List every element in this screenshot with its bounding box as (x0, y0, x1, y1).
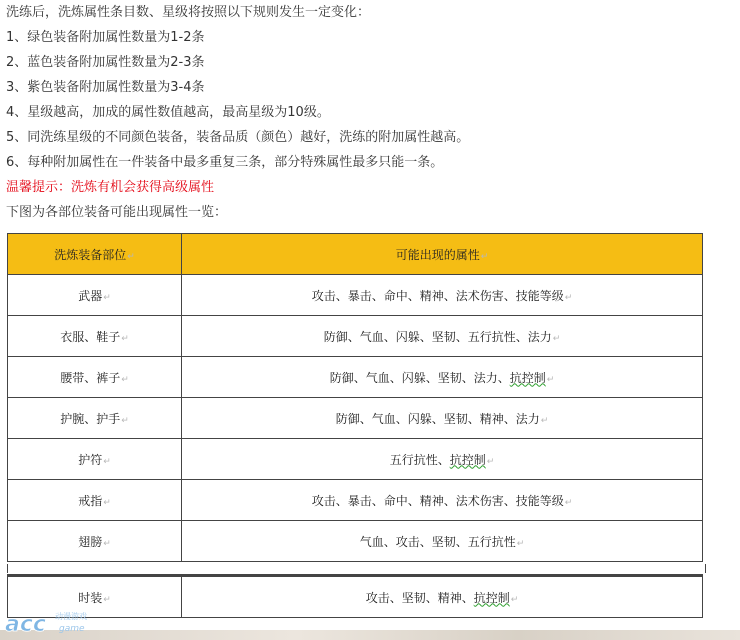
header-cell (182, 234, 703, 275)
warning-tip: 温馨提示：洗炼有机会获得高级属性 (6, 180, 215, 195)
rule-line-5: 5、同洗练星级的不同颜色装备，装备品质（颜色）越好，洗练的附加属性越高。 (6, 130, 470, 145)
table-row (8, 398, 703, 439)
paragraph-mark-icon: ↵ (103, 456, 111, 467)
attr-cell (182, 480, 703, 521)
attr-cell (182, 357, 703, 398)
attr-cell (182, 316, 703, 357)
paragraph-mark-icon: ↵ (546, 374, 555, 385)
table-intro: 下图为各部位装备可能出现属性一览： (6, 205, 228, 220)
attr-cell (182, 521, 703, 562)
part-cell (8, 398, 182, 439)
rule-line-4: 4、星级越高，加成的属性数值越高，最高星级为10级。 (6, 105, 330, 120)
paragraph-mark-icon: ↵ (103, 292, 111, 303)
part-label: 时装 (78, 590, 103, 605)
table-row (8, 357, 703, 398)
part-label: 护符 (78, 452, 103, 467)
watermark-logo (3, 607, 103, 637)
table-row (8, 480, 703, 521)
paragraph-mark-icon: ↵ (564, 497, 573, 508)
paragraph-mark-icon: ↵ (516, 538, 525, 549)
table-row (8, 439, 703, 480)
paragraph-mark-icon: ↵ (103, 594, 111, 605)
paragraph-mark-icon: ↵ (103, 538, 111, 549)
table-gap (7, 564, 706, 573)
paragraph-mark-icon: ↵ (510, 594, 519, 605)
attr-cell (182, 576, 703, 618)
part-cell (8, 439, 182, 480)
paragraph-mark-icon: ↵ (540, 415, 549, 426)
table-row (8, 275, 703, 316)
paragraph-mark-icon: ↵ (121, 415, 129, 426)
footer-strip (0, 630, 740, 640)
part-cell (8, 480, 182, 521)
attr-label: 防御、气血、闪躲、坚韧、法力、 (329, 370, 510, 385)
part-label: 衣服、鞋子 (60, 329, 121, 344)
header-cell (8, 234, 182, 275)
part-label: 护腕、护手 (60, 411, 121, 426)
part-label: 腰带、裤子 (60, 370, 121, 385)
part-cell (8, 357, 182, 398)
attr-cell (182, 439, 703, 480)
paragraph-mark-icon: ↵ (121, 374, 129, 385)
attr-label: 防御、气血、闪躲、坚韧、五行抗性、法力 (323, 329, 552, 344)
part-cell (8, 275, 182, 316)
part-cell (8, 521, 182, 562)
attribute-table (7, 233, 703, 562)
attr-label: 攻击、暴击、命中、精神、法术伤害、技能等级 (311, 493, 564, 508)
table-row (8, 576, 703, 618)
spellcheck-word: 抗控制 (473, 590, 510, 605)
intro-text (6, 0, 726, 225)
table-row (8, 521, 703, 562)
attr-label: 气血、攻击、坚韧、五行抗性 (359, 534, 516, 549)
attr-label: 攻击、坚韧、精神、 (365, 590, 474, 605)
attribute-table-continued (7, 574, 703, 618)
attr-label: 防御、气血、闪躲、坚韧、精神、法力 (335, 411, 540, 426)
spellcheck-word: 抗控制 (509, 370, 546, 385)
attr-label: 五行抗性、 (389, 452, 450, 467)
rule-line-1: 1、绿色装备附加属性数量为1-2条 (6, 30, 205, 45)
logo-text: acc (5, 612, 46, 637)
spellcheck-word: 抗控制 (449, 452, 486, 467)
paragraph-mark-icon: ↵ (486, 456, 495, 467)
paragraph-mark-icon: ↵ (552, 333, 561, 344)
paragraph-mark-icon: ↵ (564, 292, 573, 303)
header-attr-label: 可能出现的属性 (395, 247, 480, 262)
table-body (8, 275, 703, 562)
paragraph-mark-icon: ↵ (121, 333, 129, 344)
attr-cell (182, 275, 703, 316)
logo-sub2: game (59, 624, 85, 634)
paragraph-mark-icon: ↵ (127, 251, 135, 262)
rule-line-6: 6、每种附加属性在一件装备中最多重复三条，部分特殊属性最多只能一条。 (6, 155, 444, 170)
table-header-row (8, 234, 703, 275)
intro-line: 洗练后，洗炼属性条目数、星级将按照以下规则发生一定变化： (6, 5, 371, 20)
table-row (8, 316, 703, 357)
logo-sub: 动漫游戏 (55, 612, 87, 621)
rule-line-3: 3、紫色装备附加属性数量为3-4条 (6, 80, 205, 95)
rule-line-2: 2、蓝色装备附加属性数量为2-3条 (6, 55, 205, 70)
attr-cell (182, 398, 703, 439)
part-label: 武器 (78, 288, 103, 303)
part-label: 戒指 (78, 493, 103, 508)
paragraph-mark-icon: ↵ (480, 251, 489, 262)
attr-label: 攻击、暴击、命中、精神、法术伤害、技能等级 (311, 288, 564, 303)
part-cell (8, 316, 182, 357)
paragraph-mark-icon: ↵ (103, 497, 111, 508)
part-label: 翅膀 (78, 534, 103, 549)
header-part-label: 洗炼装备部位 (54, 247, 127, 262)
